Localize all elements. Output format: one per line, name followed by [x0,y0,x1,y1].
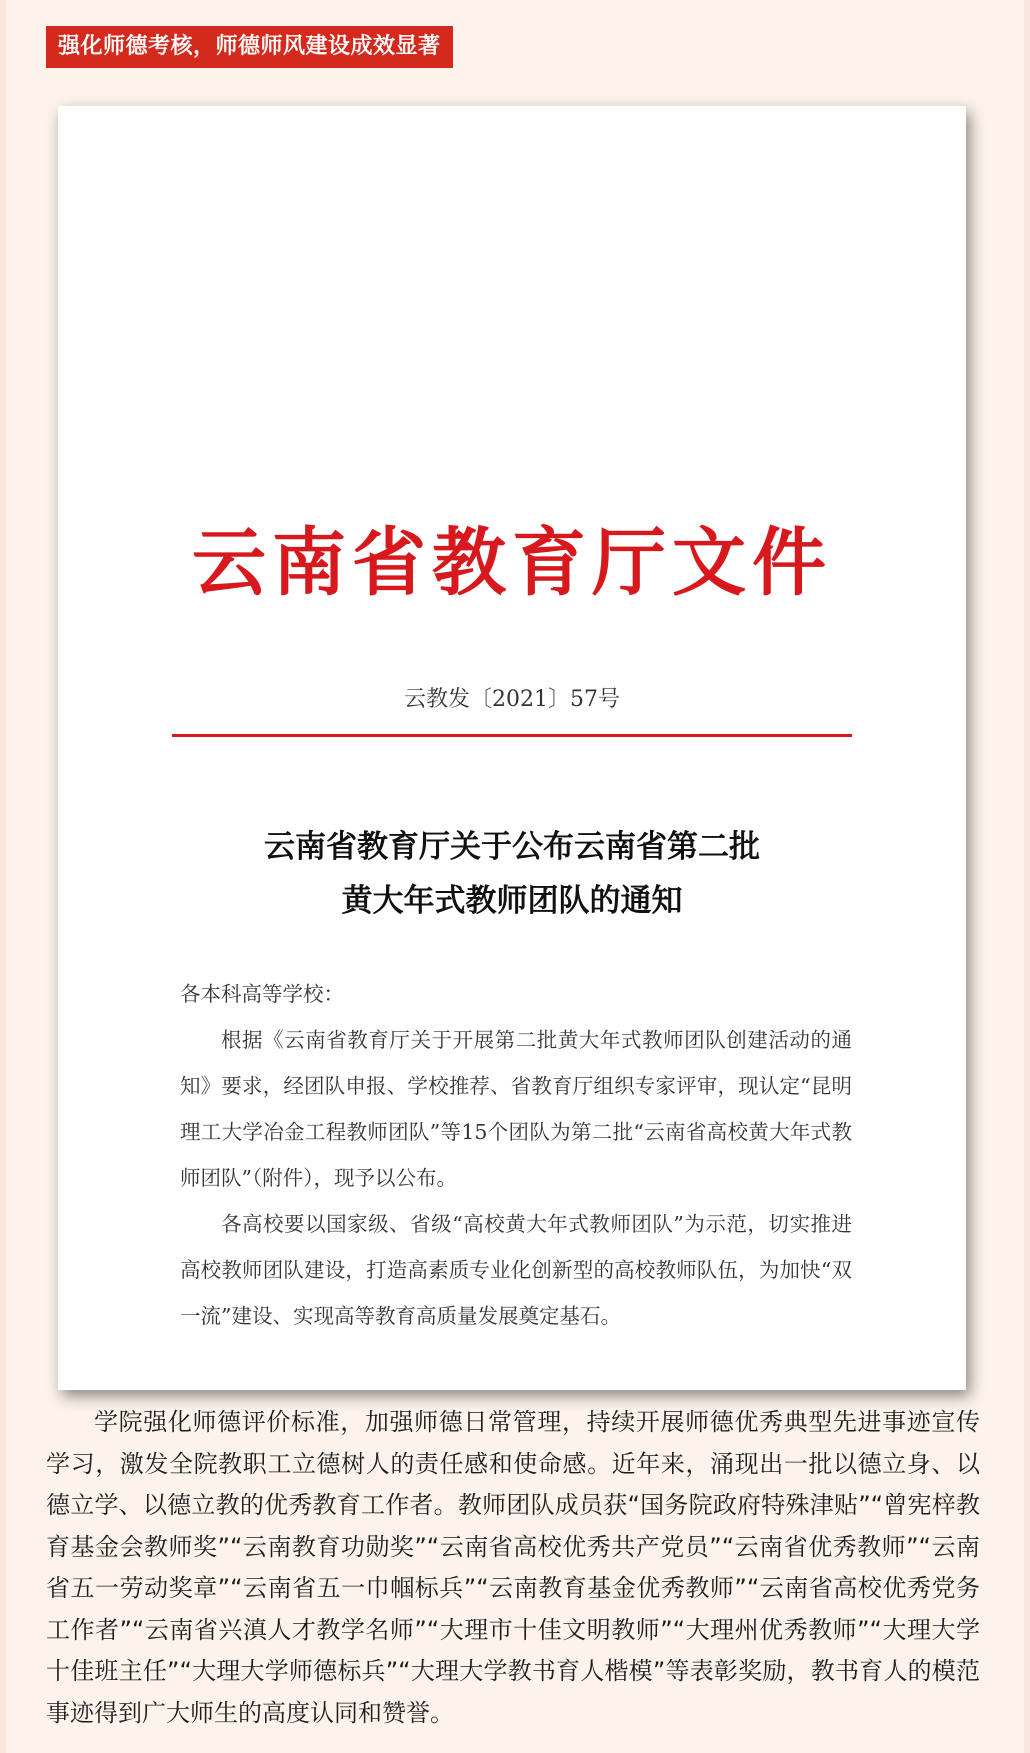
left-page-edge [0,0,6,1753]
document-title-line-2: 黄大年式教师团队的通知 [341,883,683,919]
official-document-image [58,106,966,1390]
right-page-edge [1024,0,1030,1753]
document-paragraph-1: 根据《云南省教育厅关于开展第二批黄大年式教师团队创建活动的通知》要求，经团队申报、学校推荐、省教育厅组织专家评审，现认定“昆明理工大学冶金工程教师团队”等15个团队为第二批“云南省高校黄大年式教师团队”（附件），现予以公布。 [180,1028,852,1190]
document-number: 云教发〔2021〕57号 [404,687,620,712]
red-divider-line [172,734,852,737]
section-banner-title: 强化师德考核，师德师风建设成效显著 [46,26,453,68]
document-paragraph-2: 各高校要以国家级、省级“高校黄大年式教师团队”为示范，切实推进高校教师团队建设，打造高素质专业化创新型的高校教师队伍，为加快“双一流”建设、实现高等教育高质量发展奠定基石。 [180,1212,852,1328]
document-body [180,971,852,1339]
document-title [58,820,966,928]
article-paragraph: 学院强化师德评价标准，加强师德日常管理，持续开展师德优秀典型先进事迹宣传学习，激发全院教职工立德树人的责任感和使命感。近年来，涌现出一批以德立身、以德立学、以德立教的优秀教育工作者。教师团队成员获“国务院政府特殊津贴”“曾宪梓教育基金会教师奖”“云南教育功勋奖”“云南省高校优秀共产党员”“云南省优秀教师”“云南省五一劳动奖章”“云南省五一巾帼标兵”“云南教育基金优秀教师”“云南省高校优秀党务工作者”“云南省兴滇人才教学名师”“大理市十佳文明教师”“大理州优秀教师”“大理大学十佳班主任”“大理大学师德标兵”“大理大学教书育人楷模”等表彰奖励，教书育人的模范事迹得到广大师生的高度认同和赞誉。 [46,1408,980,1727]
document-header: 云南省教育厅文件 [192,520,832,606]
document-salutation: 各本科高等学校： [180,982,344,1006]
document-title-line-1: 云南省教育厅关于公布云南省第二批 [264,829,760,865]
